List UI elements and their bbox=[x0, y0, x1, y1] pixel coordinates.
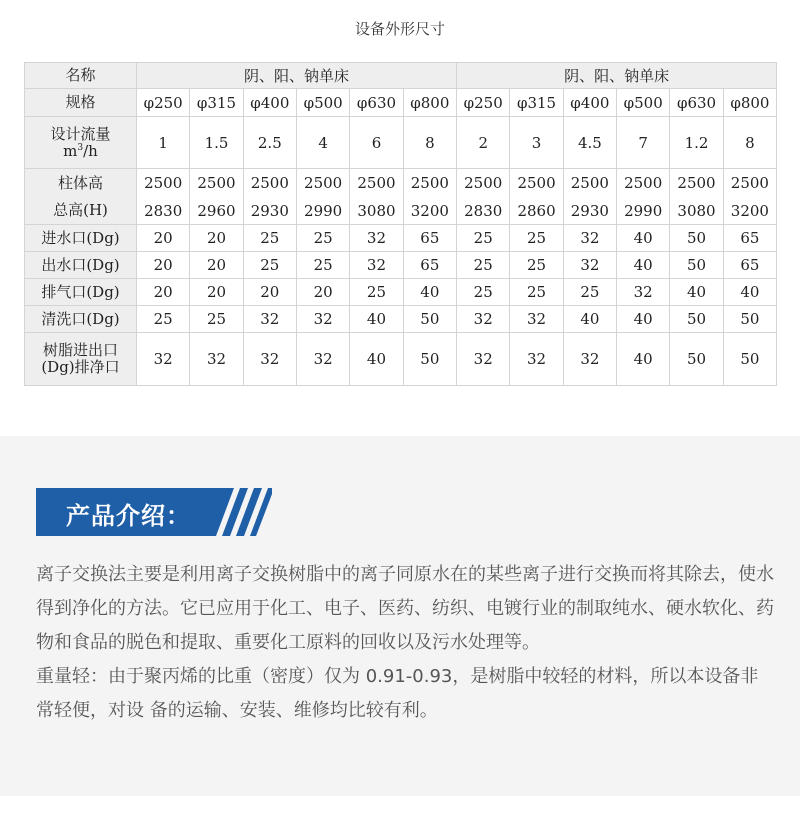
value-cell: 32 bbox=[296, 306, 349, 333]
column-height-cell: 2500 bbox=[457, 169, 510, 198]
column-height-label: 柱体高 bbox=[25, 169, 137, 198]
value-cell: 50 bbox=[723, 306, 776, 333]
column-height-cell: 2500 bbox=[617, 169, 670, 198]
model-label: 规格 bbox=[25, 89, 137, 117]
value-cell: 40 bbox=[723, 279, 776, 306]
intro-text bbox=[36, 558, 776, 728]
value-cell: 50 bbox=[403, 306, 456, 333]
outlet-row bbox=[25, 252, 777, 279]
value-cell: 50 bbox=[670, 306, 723, 333]
table-title: 设备外形尺寸 bbox=[354, 20, 445, 38]
column-height-cell: 2500 bbox=[723, 169, 776, 198]
total-height-cell: 3200 bbox=[723, 198, 776, 225]
inlet-row bbox=[25, 225, 777, 252]
resin-cell: 50 bbox=[723, 333, 776, 386]
resin-cell: 32 bbox=[510, 333, 563, 386]
total-height-cell: 2990 bbox=[296, 198, 349, 225]
column-height-cell: 2500 bbox=[296, 169, 349, 198]
value-cell: 40 bbox=[350, 306, 403, 333]
flow-cell: 2 bbox=[457, 117, 510, 169]
value-cell: 20 bbox=[190, 279, 243, 306]
value-cell: 20 bbox=[137, 279, 190, 306]
value-cell: 32 bbox=[563, 225, 616, 252]
total-height-cell: 2830 bbox=[457, 198, 510, 225]
intro-paragraph-2: 重量轻：由于聚丙烯的比重（密度）仅为 0.91-0.93，是树脂中较轻的材料，所以本设备非常轻便，对设 备的运输、安装、维修均比较有利。 bbox=[36, 666, 759, 721]
resin-cell: 32 bbox=[457, 333, 510, 386]
value-cell: 25 bbox=[296, 252, 349, 279]
wash-row bbox=[25, 306, 777, 333]
model-cell: φ315 bbox=[190, 89, 243, 117]
value-cell: 25 bbox=[137, 306, 190, 333]
column-height-cell: 2500 bbox=[510, 169, 563, 198]
value-cell: 20 bbox=[243, 279, 296, 306]
flow-cell: 3 bbox=[510, 117, 563, 169]
model-cell: φ250 bbox=[457, 89, 510, 117]
resin-cell: 50 bbox=[403, 333, 456, 386]
value-cell: 20 bbox=[190, 252, 243, 279]
column-height-cell: 2500 bbox=[350, 169, 403, 198]
flow-label-line1: 设计流量 bbox=[50, 124, 111, 143]
value-cell: 65 bbox=[723, 252, 776, 279]
group-name-2: 阴、阳、钠单床 bbox=[457, 63, 777, 89]
model-cell: φ500 bbox=[617, 89, 670, 117]
total-height-cell: 2930 bbox=[563, 198, 616, 225]
flow-cell: 4.5 bbox=[563, 117, 616, 169]
flow-label bbox=[25, 117, 137, 169]
value-cell: 25 bbox=[510, 252, 563, 279]
resin-cell: 32 bbox=[563, 333, 616, 386]
column-height-cell: 2500 bbox=[243, 169, 296, 198]
resin-cell: 40 bbox=[617, 333, 670, 386]
value-cell: 32 bbox=[617, 279, 670, 306]
column-height-cell: 2500 bbox=[670, 169, 723, 198]
column-height-cell: 2500 bbox=[137, 169, 190, 198]
value-cell: 25 bbox=[510, 279, 563, 306]
model-cell: φ400 bbox=[243, 89, 296, 117]
flow-cell: 6 bbox=[350, 117, 403, 169]
value-cell: 32 bbox=[350, 225, 403, 252]
model-cell: φ630 bbox=[350, 89, 403, 117]
value-cell: 50 bbox=[670, 252, 723, 279]
value-cell: 32 bbox=[510, 306, 563, 333]
intro-banner bbox=[36, 488, 272, 536]
value-cell: 25 bbox=[457, 252, 510, 279]
value-cell: 40 bbox=[617, 252, 670, 279]
total-height-cell: 2960 bbox=[190, 198, 243, 225]
column-height-row bbox=[25, 169, 777, 198]
model-cell: φ315 bbox=[510, 89, 563, 117]
resin-cell: 50 bbox=[670, 333, 723, 386]
name-label: 名称 bbox=[25, 63, 137, 89]
value-cell: 32 bbox=[243, 306, 296, 333]
row-label: 出水口(Dg) bbox=[25, 252, 137, 279]
flow-cell: 8 bbox=[723, 117, 776, 169]
total-height-cell: 2860 bbox=[510, 198, 563, 225]
flow-cell: 7 bbox=[617, 117, 670, 169]
value-cell: 65 bbox=[723, 225, 776, 252]
vent-row bbox=[25, 279, 777, 306]
intro-paragraph-1: 离子交换法主要是利用离子交换树脂中的离子同原水在的某些离子进行交换而将其除去，使水得到净化的方法。它已应用于化工、电子、医药、纺织、电镀行业的制取纯水、硬水软化、药物和食品的脱色和提取、重要化工原料的回收以及污水处理等。 bbox=[36, 564, 774, 653]
flow-cell: 1.2 bbox=[670, 117, 723, 169]
model-cell: φ250 bbox=[137, 89, 190, 117]
value-cell: 40 bbox=[617, 225, 670, 252]
resin-row bbox=[25, 333, 777, 386]
total-height-label: 总高(H) bbox=[25, 198, 137, 225]
flow-cell: 1 bbox=[137, 117, 190, 169]
column-height-cell: 2500 bbox=[403, 169, 456, 198]
name-row bbox=[25, 63, 777, 89]
column-height-cell: 2500 bbox=[190, 169, 243, 198]
model-cell: φ800 bbox=[403, 89, 456, 117]
value-cell: 65 bbox=[403, 252, 456, 279]
model-cell: φ500 bbox=[296, 89, 349, 117]
value-cell: 20 bbox=[296, 279, 349, 306]
total-height-cell: 2830 bbox=[137, 198, 190, 225]
value-cell: 50 bbox=[670, 225, 723, 252]
total-height-cell: 2930 bbox=[243, 198, 296, 225]
value-cell: 32 bbox=[350, 252, 403, 279]
value-cell: 25 bbox=[350, 279, 403, 306]
total-height-cell: 3200 bbox=[403, 198, 456, 225]
value-cell: 40 bbox=[670, 279, 723, 306]
column-height-cell: 2500 bbox=[563, 169, 616, 198]
value-cell: 25 bbox=[190, 306, 243, 333]
total-height-cell: 3080 bbox=[350, 198, 403, 225]
intro-section bbox=[0, 436, 800, 796]
flow-cell: 2.5 bbox=[243, 117, 296, 169]
resin-label-line2: (Dg)排净口 bbox=[41, 358, 120, 376]
value-cell: 25 bbox=[243, 225, 296, 252]
resin-cell: 32 bbox=[296, 333, 349, 386]
flow-cell: 1.5 bbox=[190, 117, 243, 169]
total-height-cell: 2990 bbox=[617, 198, 670, 225]
value-cell: 25 bbox=[243, 252, 296, 279]
value-cell: 20 bbox=[190, 225, 243, 252]
total-height-row bbox=[25, 198, 777, 225]
model-cell: φ630 bbox=[670, 89, 723, 117]
value-cell: 32 bbox=[457, 306, 510, 333]
intro-heading: 产品介绍： bbox=[66, 502, 191, 530]
model-cell: φ400 bbox=[563, 89, 616, 117]
value-cell: 65 bbox=[403, 225, 456, 252]
group-name-1: 阴、阳、钠单床 bbox=[137, 63, 457, 89]
row-label: 清洗口(Dg) bbox=[25, 306, 137, 333]
flow-cell: 8 bbox=[403, 117, 456, 169]
resin-cell: 32 bbox=[190, 333, 243, 386]
row-label: 进水口(Dg) bbox=[25, 225, 137, 252]
value-cell: 20 bbox=[137, 225, 190, 252]
model-row bbox=[25, 89, 777, 117]
value-cell: 40 bbox=[403, 279, 456, 306]
flow-label-unit: m bbox=[63, 141, 78, 160]
value-cell: 25 bbox=[457, 279, 510, 306]
flow-cell: 4 bbox=[296, 117, 349, 169]
row-label: 排气口(Dg) bbox=[25, 279, 137, 306]
model-cell: φ800 bbox=[723, 89, 776, 117]
resin-cell: 32 bbox=[243, 333, 296, 386]
spec-table bbox=[24, 62, 777, 386]
value-cell: 25 bbox=[563, 279, 616, 306]
value-cell: 25 bbox=[296, 225, 349, 252]
flow-label-sup: 3 bbox=[77, 142, 84, 153]
value-cell: 20 bbox=[137, 252, 190, 279]
value-cell: 32 bbox=[563, 252, 616, 279]
flow-row bbox=[25, 117, 777, 169]
value-cell: 40 bbox=[617, 306, 670, 333]
value-cell: 25 bbox=[457, 225, 510, 252]
value-cell: 25 bbox=[510, 225, 563, 252]
resin-label-line1: 树脂进出口 bbox=[42, 341, 118, 359]
flow-label-suffix: /h bbox=[83, 141, 98, 160]
resin-cell: 32 bbox=[137, 333, 190, 386]
resin-label bbox=[25, 333, 137, 386]
resin-cell: 40 bbox=[350, 333, 403, 386]
value-cell: 40 bbox=[563, 306, 616, 333]
total-height-cell: 3080 bbox=[670, 198, 723, 225]
